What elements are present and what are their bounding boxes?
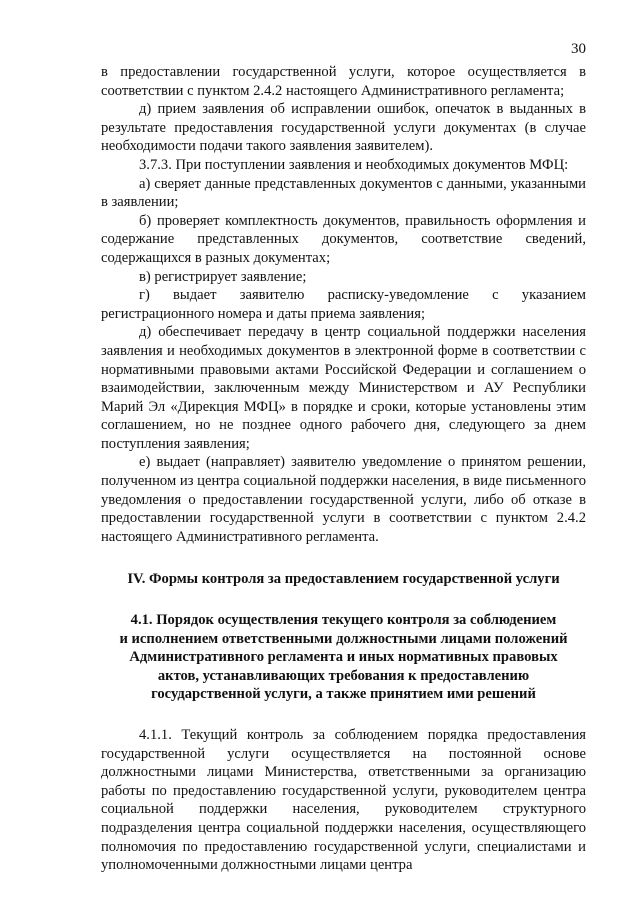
subsection-heading-line: и исполнением ответственными должностными лицами положений xyxy=(119,630,568,647)
paragraph: а) сверяет данные представленных документов с данными, указанными в заявлении; xyxy=(101,175,586,211)
paragraph: е) выдает (направляет) заявителю уведомление о принятом решении, полученном из центра социальной поддержки населения, в виде письменного уведомления о предоставлении государственной услуги, либо об отказе в предоставлении государственной услуги в соответствии с пунктом 2.4.2 настоящего Административного регламента. xyxy=(101,454,586,545)
paragraph: 3.7.3. При поступлении заявления и необходимых документов МФЦ: xyxy=(139,156,569,173)
paragraph-4-1-1: 4.1.1. Текущий контроль за соблюдением порядка предоставления государственной услуги осуществляется на постоянной основе должностными лицами Министерства, ответственными за организацию работы по предоставлению государственной услуги, руководителем центра социальной поддержки населения, руководителем структурного подразделения центра социальной поддержки населения, осуществляющего полномочия по предоставлению государственной услуги, специалистами и уполномоченными должностными лицами центра xyxy=(101,727,586,874)
paragraph: д) обеспечивает передачу в центр социальной поддержки населения заявления и необходимых документов в электронной форме в соответствии с нормативными правовыми актами Российской Федерации и соглашением о взаимодействии, заключенным между Министерством и АУ Республики Марий Эл «Дирекция МФЦ» в порядке и сроки, которые установлены этим соглашением, но не позднее одного рабочего дня, следующего за днем поступления заявления; xyxy=(101,324,586,452)
document-body xyxy=(101,63,586,875)
subsection-heading xyxy=(101,611,586,704)
page-number: 30 xyxy=(571,41,586,57)
section-heading: IV. Формы контроля за предоставлением государственной услуги xyxy=(127,571,560,588)
subsection-heading-line: Административного регламента и иных нормативных правовых xyxy=(129,649,558,666)
subsection-heading-line: актов, устанавливающих требования к предоставлению xyxy=(157,667,530,684)
paragraph: г) выдает заявителю расписку-уведомление с указанием регистрационного номера и даты приема заявления; xyxy=(101,287,586,322)
subsection-heading-line: государственной услуги, а также принятием ими решений xyxy=(151,686,536,703)
paragraph: д) прием заявления об исправлении ошибок, опечаток в выданных в результате предоставления государственной услуги документах (в случае необходимости подачи такого заявления заявителем). xyxy=(101,101,586,155)
paragraph: б) проверяет комплектность документов, правильность оформления и содержание представленных документов, соответствие сведений, содержащихся в разных документах; xyxy=(101,212,586,266)
subsection-heading-line: 4.1. Порядок осуществления текущего контроля за соблюдением xyxy=(130,612,557,629)
top-paragraphs xyxy=(101,63,586,546)
paragraph: в предоставлении государственной услуги, которое осуществляется в соответствии с пунктом 2.4.2 настоящего Административного регламента; xyxy=(101,64,586,99)
paragraph: в) регистрирует заявление; xyxy=(139,268,307,285)
